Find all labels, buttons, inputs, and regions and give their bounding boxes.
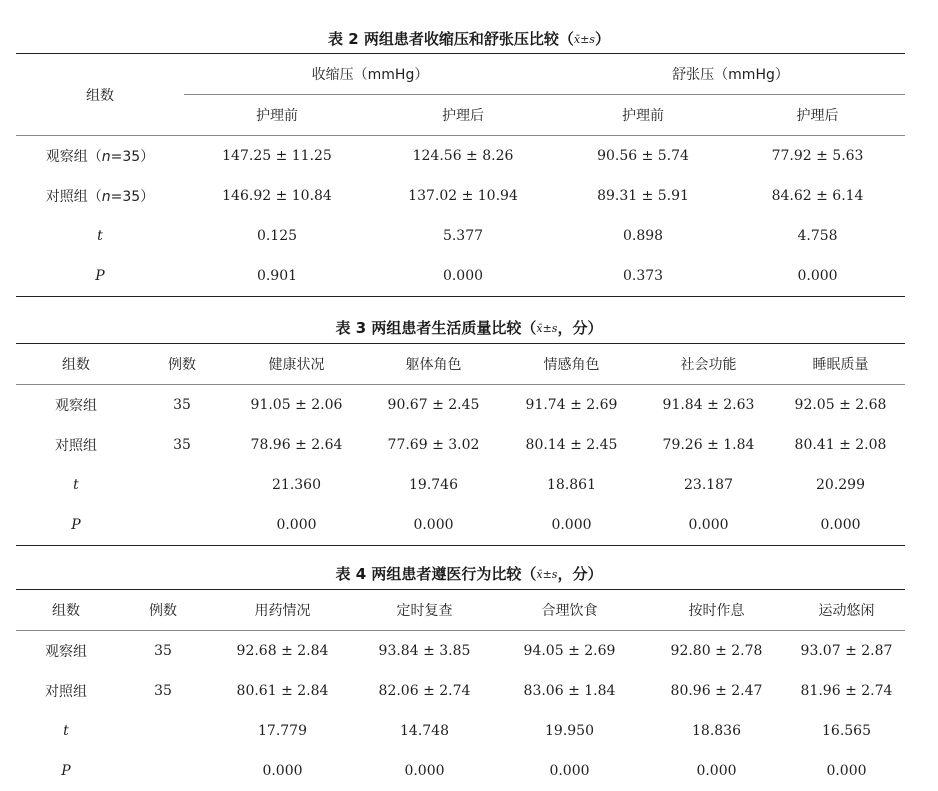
table-cell: 84.62 ± 6.14 (771, 188, 864, 204)
row-label: 对照组（n=35） (45, 189, 155, 205)
table2-header-group: 组数 (16, 54, 184, 136)
table-row (16, 136, 905, 177)
table-cell: 17.779 (258, 723, 307, 739)
row-label: 观察组（n=35） (45, 149, 155, 165)
table-row (16, 425, 905, 465)
table-row (16, 176, 905, 216)
table3-caption-suffix: ，分） (557, 319, 603, 337)
table2-caption (0, 29, 938, 51)
table-cell: 35 (154, 643, 172, 659)
row-label: 对照组 (45, 684, 87, 700)
table4-header-count: 例数 (116, 590, 210, 631)
row-label: t (63, 723, 69, 739)
table-row (16, 671, 905, 711)
row-label: P (61, 763, 71, 779)
table-cell: 80.41 ± 2.08 (794, 437, 887, 453)
table2-caption-stat: x̄±s (573, 33, 595, 46)
table-cell: 0.000 (413, 517, 454, 533)
table4-header-rest: 按时作息 (645, 590, 788, 631)
table-cell: 18.836 (692, 723, 741, 739)
table-cell: 16.565 (822, 723, 871, 739)
table2-header-systolic-before: 护理前 (184, 95, 370, 136)
table4-header-diet: 合理饮食 (494, 590, 645, 631)
table3-header-physical: 躯体角色 (365, 344, 502, 385)
table-cell: 0.901 (256, 268, 298, 284)
table-row (16, 465, 905, 505)
table2-header-systolic-after: 护理后 (370, 95, 556, 136)
table-cell: 0.000 (276, 517, 317, 533)
table3 (16, 343, 905, 546)
table-cell: 23.187 (684, 477, 733, 493)
table-cell: 91.74 ± 2.69 (525, 397, 618, 413)
table4-header-followup: 定时复查 (355, 590, 494, 631)
table-cell: 83.06 ± 1.84 (523, 683, 616, 699)
table-cell: 80.61 ± 2.84 (236, 683, 329, 699)
table-cell: 93.84 ± 3.85 (378, 643, 471, 659)
table3-caption-text: 表 3 两组患者生活质量比较（ (335, 319, 537, 337)
table-row (16, 751, 905, 791)
table3-header-emotional: 情感角色 (502, 344, 641, 385)
table-cell: 0.000 (826, 763, 867, 779)
table-cell: 0.898 (622, 228, 664, 244)
table-cell: 0.000 (551, 517, 592, 533)
table-cell: 0.000 (696, 763, 737, 779)
table-cell: 35 (173, 437, 191, 453)
table-cell: 35 (154, 683, 172, 699)
table-cell: 80.96 ± 2.47 (670, 683, 763, 699)
table-cell: 90.67 ± 2.45 (387, 397, 480, 413)
table3-header-sleep: 睡眠质量 (776, 344, 905, 385)
table4-caption (0, 564, 938, 586)
table-cell: 94.05 ± 2.69 (523, 643, 616, 659)
table-row (16, 385, 905, 426)
table-cell: 147.25 ± 11.25 (222, 148, 332, 164)
table-row (16, 505, 905, 546)
table-cell: 93.07 ± 2.87 (800, 643, 893, 659)
table3-caption (0, 318, 938, 340)
table3-header-count: 例数 (136, 344, 228, 385)
table-cell (116, 751, 210, 791)
table-cell: 14.748 (400, 723, 449, 739)
row-label: P (71, 517, 81, 533)
table4-header-medication: 用药情况 (210, 590, 355, 631)
table-cell: 81.96 ± 2.74 (800, 683, 893, 699)
table-cell: 0.000 (688, 517, 729, 533)
table3-caption-stat: x̄±s (536, 322, 558, 335)
table-cell: 124.56 ± 8.26 (412, 148, 514, 164)
table2-header-diastolic: 舒张压（mmHg） (556, 54, 905, 95)
table-cell: 90.56 ± 5.74 (597, 148, 689, 164)
table-cell: 0.000 (262, 763, 303, 779)
table-cell: 0.000 (820, 517, 861, 533)
table2-caption-text: 表 2 两组患者收缩压和舒张压比较（ (328, 30, 574, 48)
table2-caption-suffix: ） (594, 30, 610, 48)
row-label: 观察组 (45, 644, 87, 660)
table4-caption-stat: x̄±s (536, 568, 558, 581)
table4-header-exercise: 运动悠闲 (788, 590, 905, 631)
table2 (16, 53, 905, 297)
table-cell: 92.80 ± 2.78 (670, 643, 763, 659)
table-cell: 77.92 ± 5.63 (771, 148, 864, 164)
row-label: 观察组 (55, 398, 97, 414)
table-cell: 0.125 (256, 228, 298, 244)
table-cell: 0.000 (442, 268, 484, 284)
table-row (16, 256, 905, 297)
table4-caption-suffix: ，分） (557, 565, 603, 583)
table-cell: 78.96 ± 2.64 (250, 437, 343, 453)
table-cell: 91.84 ± 2.63 (662, 397, 755, 413)
table-cell: 80.14 ± 2.45 (525, 437, 618, 453)
row-label: t (73, 477, 79, 493)
table2-header-systolic: 收缩压（mmHg） (184, 54, 556, 95)
row-label: t (97, 228, 103, 244)
table-cell: 92.68 ± 2.84 (236, 643, 329, 659)
table-cell: 0.000 (797, 268, 838, 284)
table-cell: 137.02 ± 10.94 (408, 188, 518, 204)
table-cell: 146.92 ± 10.84 (222, 188, 332, 204)
table3-header-social: 社会功能 (641, 344, 776, 385)
table2-header-diastolic-before: 护理前 (556, 95, 730, 136)
table-cell: 0.373 (622, 268, 664, 284)
row-label: P (95, 268, 105, 284)
table-cell: 20.299 (816, 477, 865, 493)
table-cell: 19.950 (545, 723, 594, 739)
table-cell: 35 (173, 397, 191, 413)
table-cell: 91.05 ± 2.06 (250, 397, 343, 413)
table-cell: 92.05 ± 2.68 (794, 397, 887, 413)
table-cell (136, 505, 228, 546)
table2-header-diastolic-after: 护理后 (730, 95, 905, 136)
table-row (16, 216, 905, 256)
table-cell: 5.377 (442, 228, 484, 244)
table-cell: 82.06 ± 2.74 (378, 683, 471, 699)
table3-header-group: 组数 (16, 344, 136, 385)
table-cell: 89.31 ± 5.91 (597, 188, 689, 204)
table3-header-health: 健康状况 (228, 344, 365, 385)
table4 (16, 589, 905, 791)
table-cell: 21.360 (272, 477, 321, 493)
table4-header-group: 组数 (16, 590, 116, 631)
table-cell: 0.000 (404, 763, 445, 779)
table-cell (136, 465, 228, 505)
table4-caption-text: 表 4 两组患者遵医行为比较（ (335, 565, 537, 583)
table-cell (116, 711, 210, 751)
table-cell: 0.000 (549, 763, 590, 779)
table-cell: 79.26 ± 1.84 (662, 437, 755, 453)
table-cell: 19.746 (409, 477, 458, 493)
table-row (16, 711, 905, 751)
table-cell: 4.758 (797, 228, 838, 244)
row-label: 对照组 (55, 438, 97, 454)
table-cell: 18.861 (547, 477, 596, 493)
table-row (16, 631, 905, 672)
table-cell: 77.69 ± 3.02 (387, 437, 480, 453)
